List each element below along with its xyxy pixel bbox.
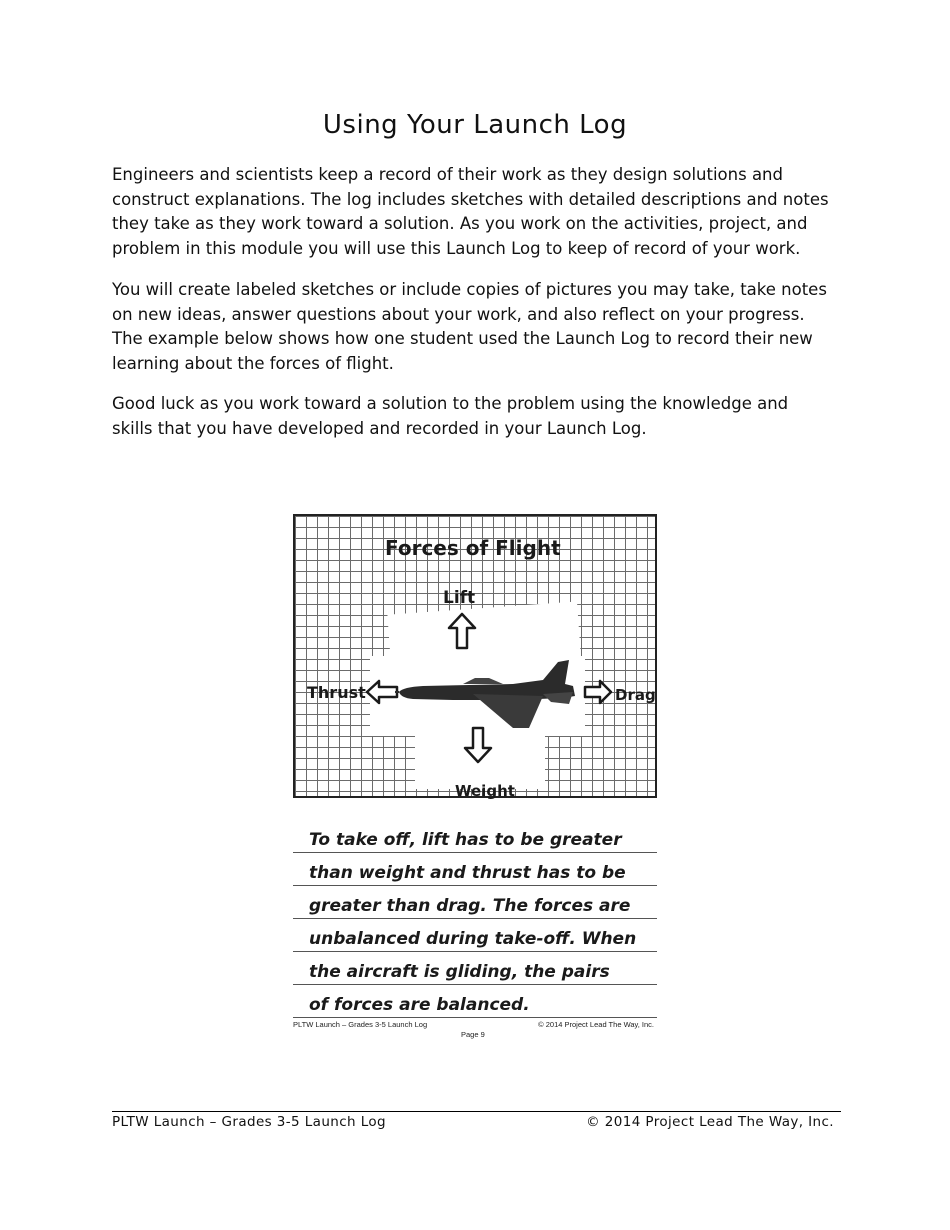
weight-label: Weight [455, 782, 515, 800]
drag-label: Drag [615, 686, 656, 704]
lift-arrow-icon [447, 612, 477, 650]
notes-line-text: the aircraft is gliding, the pairs [309, 962, 610, 982]
notes-line-text: than weight and thrust has to be [309, 863, 626, 883]
thrust-label: Thrust [307, 683, 366, 702]
page-title: Using Your Launch Log [322, 110, 628, 140]
lift-label: Lift [443, 588, 476, 608]
notes-line [293, 985, 657, 1018]
notes-line [293, 820, 657, 853]
notes-line [293, 853, 657, 886]
notes-line [293, 952, 657, 985]
figure-page-number: Page 9 [461, 1030, 485, 1039]
figure-footer-right: © 2014 Project Lead The Way, Inc. [538, 1020, 654, 1029]
notes-line [293, 919, 657, 952]
notes-line [293, 886, 657, 919]
footer-left-text: PLTW Launch – Grades 3-5 Launch Log [112, 1114, 387, 1130]
intro-paragraph-3: Good luck as you work toward a solution to the problem using the knowledge and skills that you have developed and recorded in your Launch Log. [112, 394, 789, 438]
launch-log-example-figure [285, 508, 670, 1056]
sketch-title: Forces of Flight [385, 536, 561, 560]
footer-copyright: © 2014 Project Lead The Way, Inc. [586, 1114, 834, 1130]
graph-paper-grid [293, 514, 657, 798]
notes-line-text: of forces are balanced. [309, 995, 530, 1015]
intro-paragraph-1: Engineers and scientists keep a record of their work as they design solutions and construct explanations. The log includes sketches with detailed descriptions and notes they take as they work toward a solution. As you work on the activities, project, and problem in this module you will use this Launch Log to keep of record of your work. [112, 165, 829, 258]
notes-line-text: unbalanced during take-off. When [309, 929, 637, 949]
drag-arrow-icon [583, 678, 613, 706]
notes-line-text: To take off, lift has to be greater [309, 830, 622, 850]
intro-paragraph-2: You will create labeled sketches or include copies of pictures you may take, take notes on new ideas, answer questions about your work, and also reflect on your progress. The example below shows how one student used the Launch Log to record their new learning about the forces of flight. [112, 280, 827, 373]
airplane-image [393, 654, 583, 734]
figure-footer-left: PLTW Launch – Grades 3-5 Launch Log [293, 1020, 428, 1029]
notes-line-text: greater than drag. The forces are [309, 896, 631, 916]
footer-divider [112, 1111, 841, 1112]
handwritten-notes [293, 820, 657, 1018]
